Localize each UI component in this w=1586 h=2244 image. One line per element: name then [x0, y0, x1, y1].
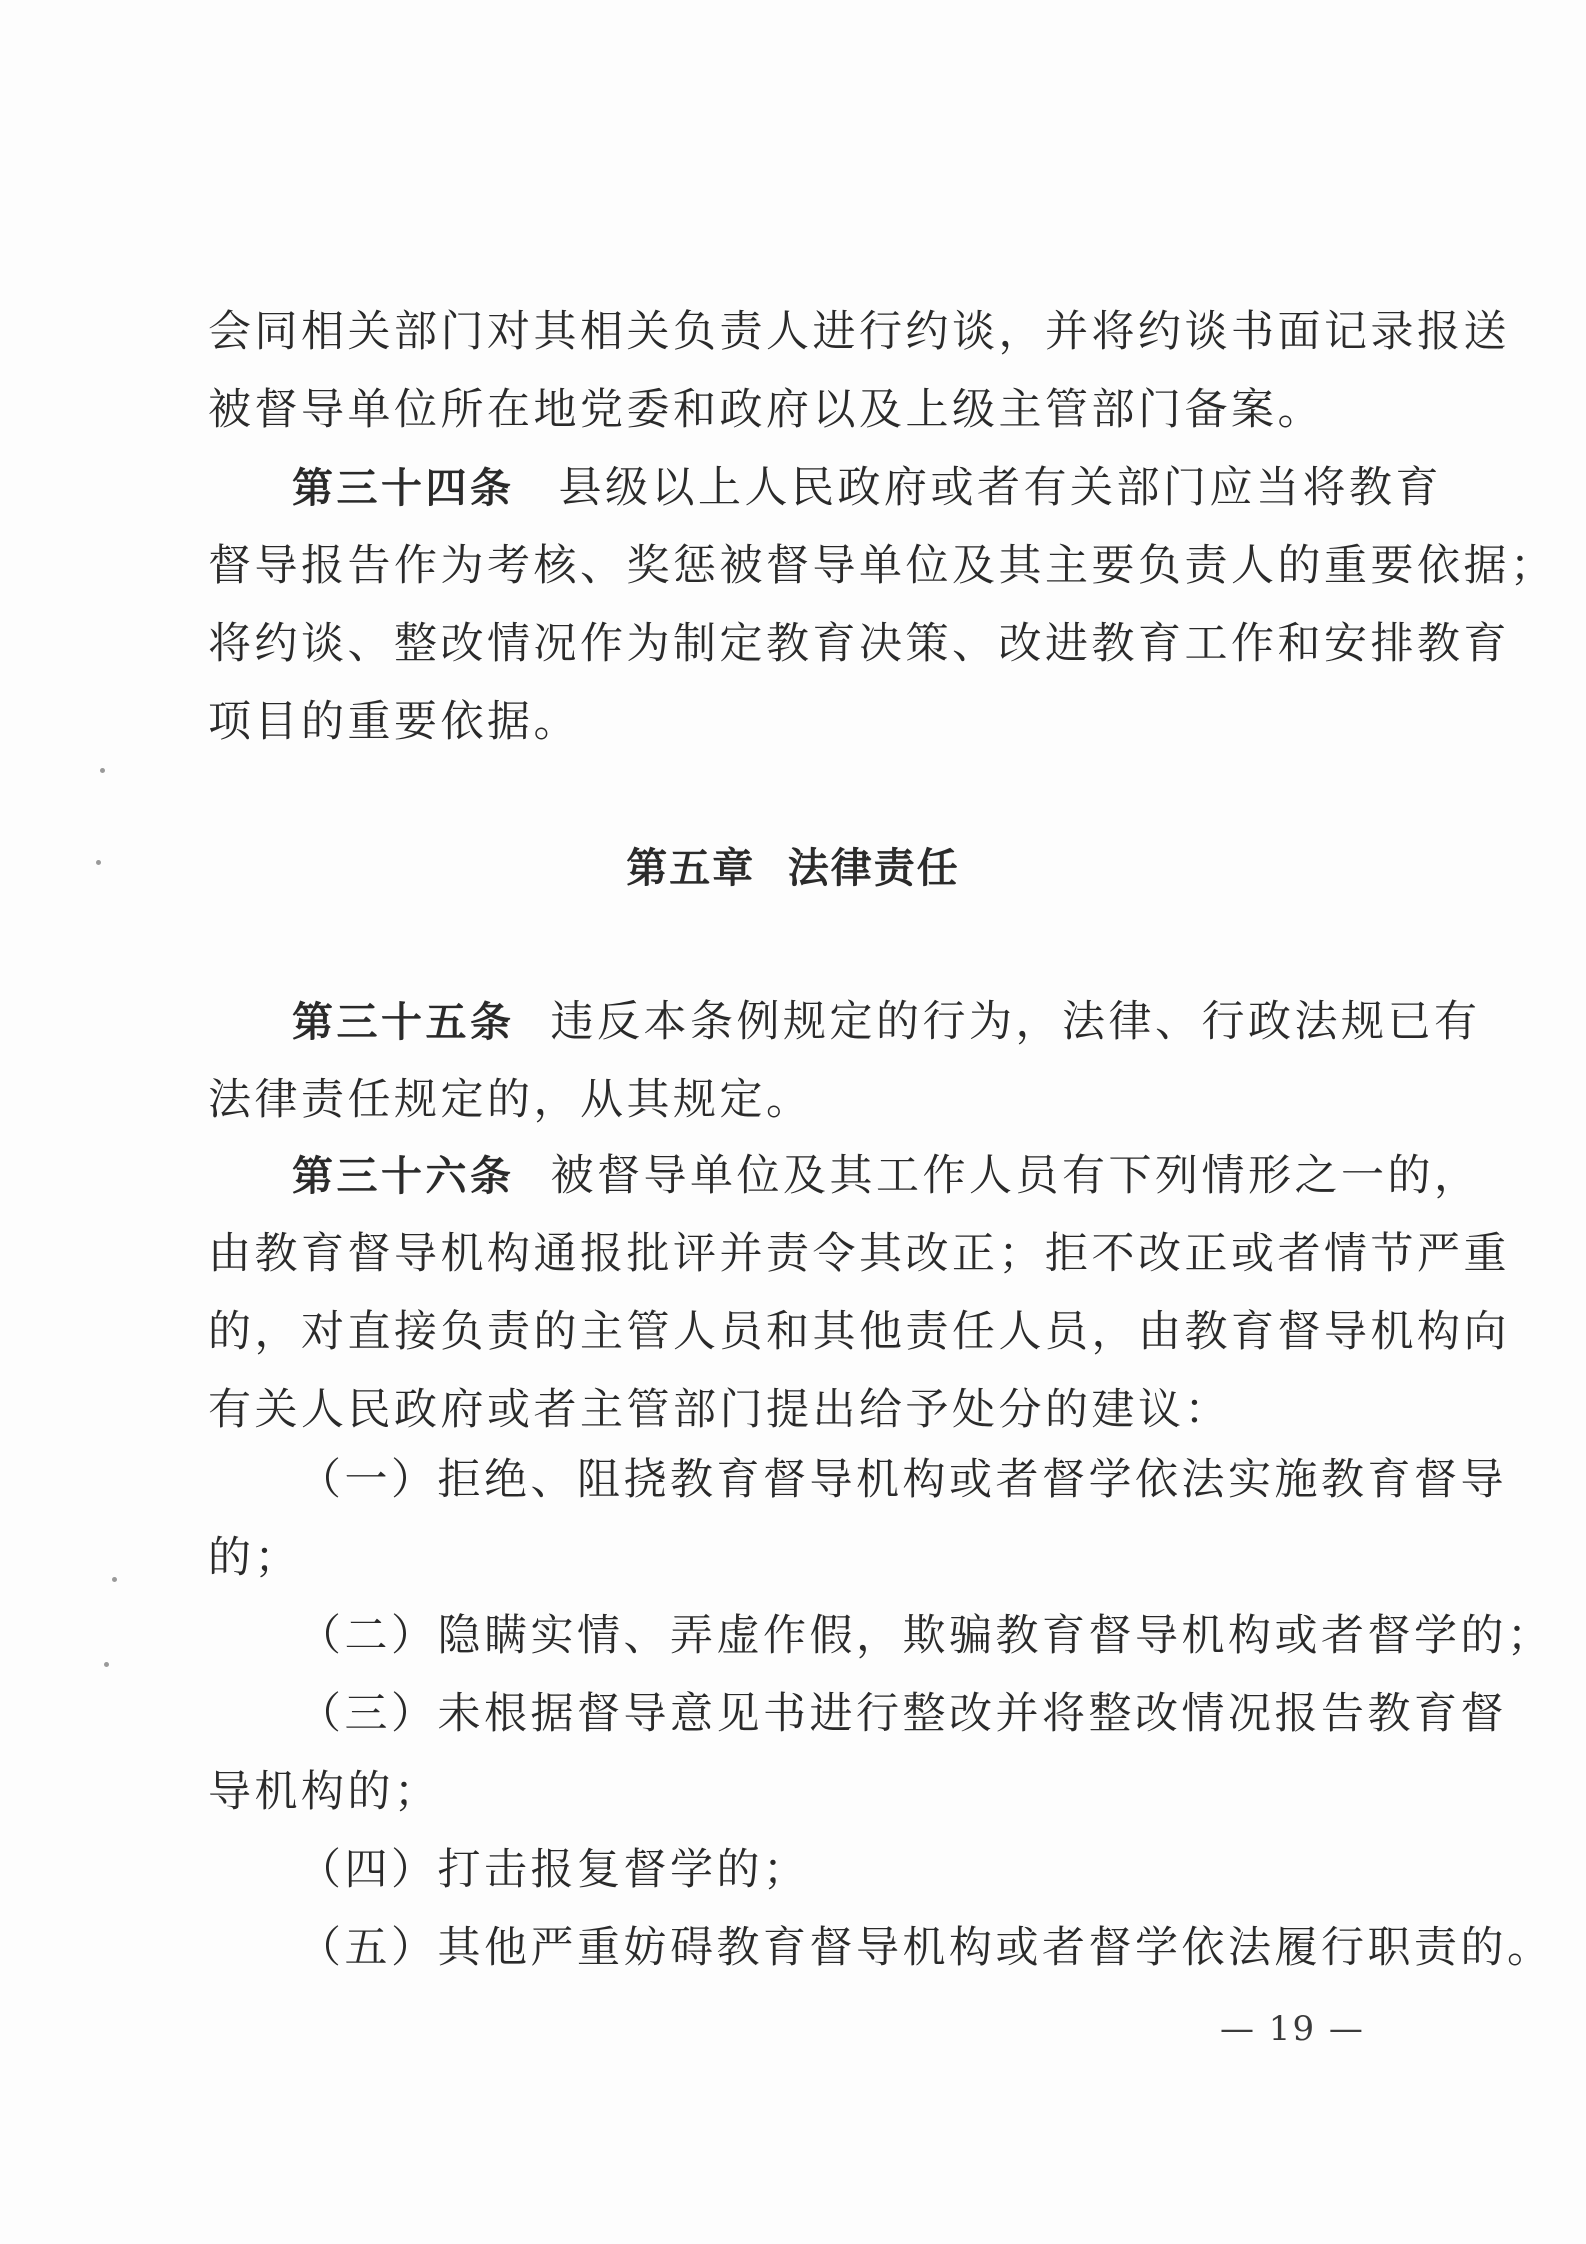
text-line: 将约谈、整改情况作为制定教育决策、改进教育工作和安排教育: [208, 619, 1510, 669]
list-item: （三）未根据督导意见书进行整改并将整改情况报告教育督: [298, 1689, 1507, 1739]
scan-speck: [112, 1577, 117, 1582]
scan-speck: [100, 768, 105, 773]
text-line: 被督导单位及其工作人员有下列情形之一的，: [550, 1151, 1481, 1201]
text-line: 法律责任规定的，从其规定。: [208, 1075, 813, 1125]
list-item: （二）隐瞒实情、弄虚作假，欺骗教育督导机构或者督学的；: [298, 1611, 1554, 1661]
article-heading: 第三十四条: [292, 464, 515, 512]
list-item-continuation: 导机构的；: [208, 1767, 441, 1817]
text-line: 的，对直接负责的主管人员和其他责任人员，由教育督导机构向: [208, 1307, 1510, 1357]
article-heading: 第三十六条: [292, 1152, 515, 1200]
text-line: 有关人民政府或者主管部门提出给予处分的建议：: [208, 1385, 1231, 1435]
list-item: （五）其他严重妨碍教育督导机构或者督学依法履行职责的。: [298, 1923, 1554, 1973]
text-line: 被督导单位所在地党委和政府以及上级主管部门备案。: [208, 385, 1324, 435]
text-line: 由教育督导机构通报批评并责令其改正；拒不改正或者情节严重: [208, 1229, 1510, 1279]
list-item-continuation: 的；: [208, 1533, 301, 1583]
chapter-title: 第五章 法律责任: [626, 844, 960, 892]
text-line: 项目的重要依据。: [208, 697, 580, 747]
article-heading: 第三十五条: [292, 998, 515, 1046]
page-number: — 19 —: [1220, 2009, 1365, 2049]
text-line: 违反本条例规定的行为，法律、行政法规已有: [550, 997, 1481, 1047]
list-item: （四）打击报复督学的；: [298, 1845, 810, 1895]
scan-speck: [104, 1662, 109, 1667]
text-line: 督导报告作为考核、奖惩被督导单位及其主要负责人的重要依据；: [208, 541, 1557, 591]
text-line: 会同相关部门对其相关负责人进行约谈，并将约谈书面记录报送: [208, 307, 1510, 357]
text-line: 县级以上人民政府或者有关部门应当将教育: [558, 463, 1442, 513]
list-item: （一）拒绝、阻挠教育督导机构或者督学依法实施教育督导: [298, 1455, 1507, 1505]
